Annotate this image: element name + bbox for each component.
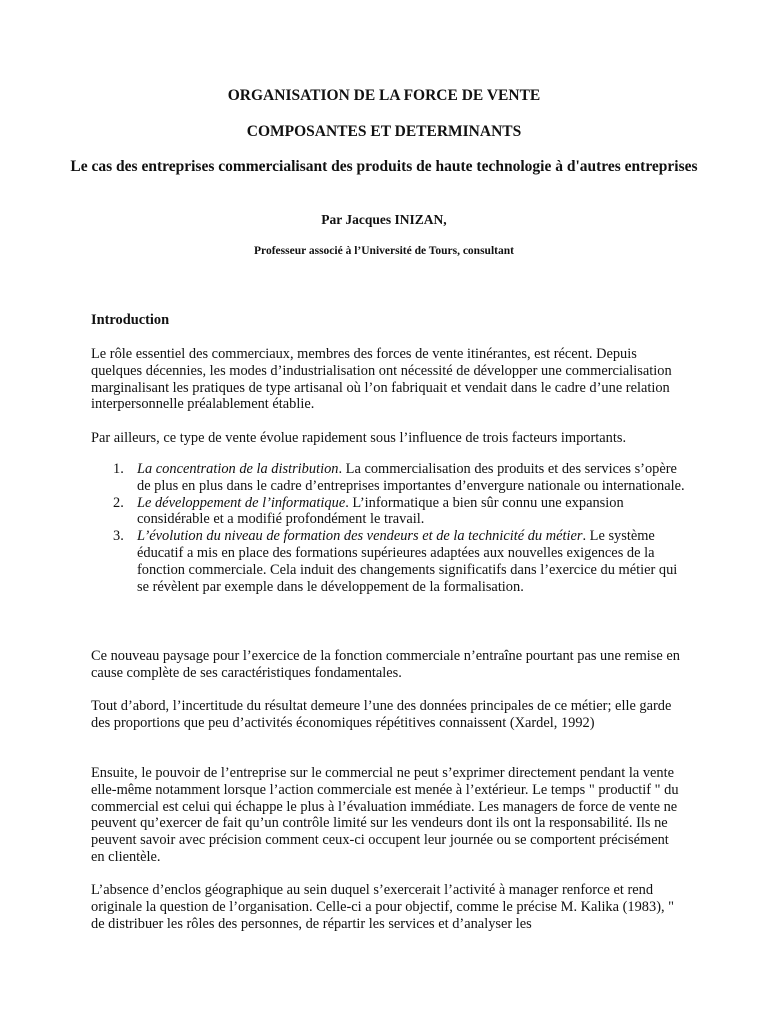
paragraph-uncertainty: Tout d’abord, l’incertitude du résultat demeure l’une des données principales de ce métier; elle garde des proportions que peu d’activités économiques répétitives connaissent (Xardel, 1992) [91,698,672,731]
list-item-text: . L’informatique a bien sûr connu une expansion considérable et a modifié profondément le travail. [137,494,624,528]
list-item-number: 1. [113,461,124,477]
list-item-lead: Le développement de l’informatique [137,494,346,511]
list-item-lead: L’évolution du niveau de formation des vendeurs et de la technicité du métier [137,528,583,545]
paragraph-intro: Le rôle essentiel des commerciaux, membres des forces de vente itinérantes, est récent. Depuis quelques décennies, les modes d’industrialisation ont nécessité de développer une commercialisation marginalisant les pratiques de type artisanal où l’on fabriquait et vendait dans le cadre d’une relation interpersonnelle préalablement établie. [91,346,672,413]
list-item-number: 2. [113,494,124,511]
list-item-text: . Le système éducatif a mis en place des formations supérieures adaptées aux nouvelles exigences de la fonction commerciale. Cela induit des changements significatifs dans l’exercice du métier qui se révèlent par exemple dans le développement de la formalisation. [137,528,678,595]
list-item [91,528,691,595]
paragraph-landscape: Ce nouveau paysage pour l’exercice de la fonction commerciale n’entraîne pourtant pas une remise en cause complète de ses caractéristiques fondamentales. [91,648,680,681]
section-heading: Introduction [91,312,170,328]
paragraph-organisation: L’absence d’enclos géographique au sein duquel s’exercerait l’activité à manager renforce et rend originale la question de l’organisation. Celle-ci a pour objectif, comme le précise M. Kalika (1983), " de distribuer les rôles des personnes, de répartir les services et d’analyser les [91,882,675,932]
paragraph-power: Ensuite, le pouvoir de l’entreprise sur le commercial ne peut s’exprimer directement pendant la vente elle-même notamment lorsque l’action commerciale est menée à l’extérieur. Le temps " productif " du commercial est celui qui échappe le plus à l’évaluation immédiate. Les managers de force de vente ne peuvent qu’exercer de fait qu’un contrôle limité sur les vendeurs dont ils ont la responsabilité. Ils ne peuvent savoir avec précision comment ceux-ci occupent leur journée ou se comportent précisément en clientèle. [91,765,679,865]
list-item [91,461,691,495]
list-item-text: . La commercialisation des produits et des services s’opère de plus en plus dans le cadre d’entreprises importantes d’envergure nationale ou internationale. [137,461,685,494]
document-title: ORGANISATION DE LA FORCE DE VENTE [227,87,541,104]
paragraph-factors: Par ailleurs, ce type de vente évolue rapidement sous l’influence de trois facteurs importants. [91,430,627,446]
author-line: Par Jacques INIZAN, [321,212,447,227]
list-item-lead: La concentration de la distribution [137,461,339,477]
numbered-list [91,461,691,595]
affiliation-line: Professeur associé à l’Université de Tours, consultant [254,245,514,257]
document-subtitle: COMPOSANTES ET DETERMINANTS [246,123,522,140]
list-item [91,495,691,529]
case-title: Le cas des entreprises commercialisant des produits de haute technologie à d'autres entreprises [70,158,698,175]
list-item-number: 3. [113,528,124,545]
